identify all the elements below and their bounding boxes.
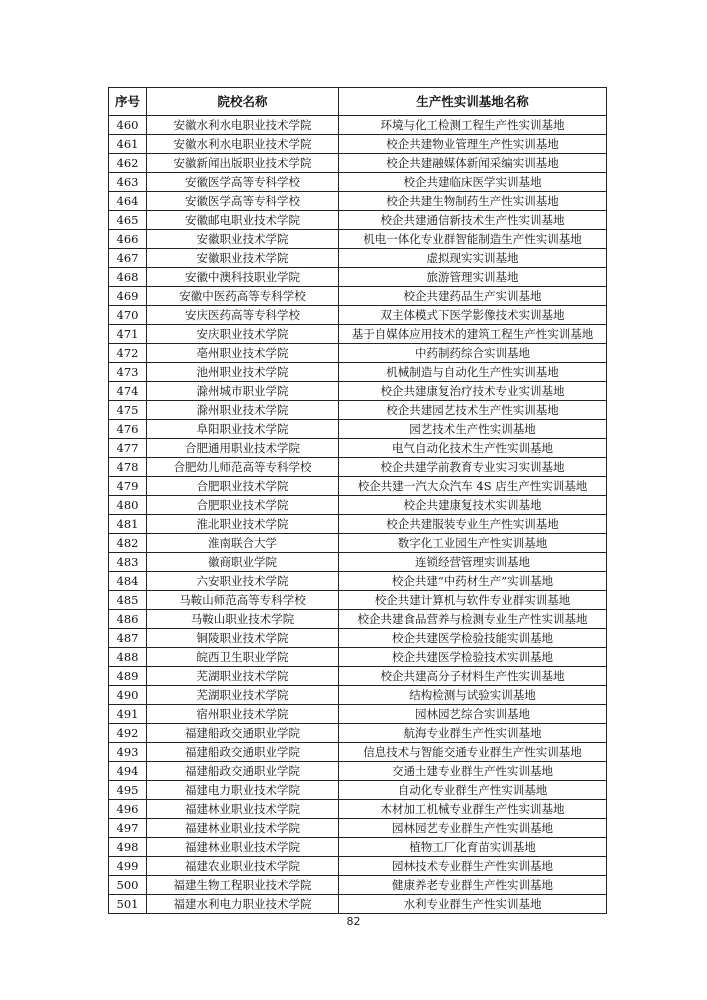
training-base-name-cell: 基于自媒体应用技术的建筑工程生产性实训基地 bbox=[339, 325, 607, 344]
table-row bbox=[109, 534, 607, 553]
school-name-cell: 福建船政交通职业学院 bbox=[147, 762, 339, 781]
row-number-cell: 495 bbox=[109, 781, 147, 800]
training-base-name-cell: 旅游管理实训基地 bbox=[339, 268, 607, 287]
training-base-name-cell: 校企共建通信新技术生产性实训基地 bbox=[339, 211, 607, 230]
training-base-name-cell: 结构检测与试验实训基地 bbox=[339, 686, 607, 705]
school-name-cell: 福建水利电力职业技术学院 bbox=[147, 895, 339, 914]
school-name-cell: 福建船政交通职业学院 bbox=[147, 743, 339, 762]
table-row bbox=[109, 458, 607, 477]
row-number-cell: 494 bbox=[109, 762, 147, 781]
school-name-cell: 安徽医学高等专科学校 bbox=[147, 192, 339, 211]
table-row bbox=[109, 401, 607, 420]
school-name-cell: 安徽职业技术学院 bbox=[147, 230, 339, 249]
training-base-name-cell: 机电一体化专业群智能制造生产性实训基地 bbox=[339, 230, 607, 249]
school-name-cell: 合肥幼儿师范高等专科学校 bbox=[147, 458, 339, 477]
row-number-cell: 460 bbox=[109, 116, 147, 135]
school-name-cell: 皖西卫生职业学院 bbox=[147, 648, 339, 667]
training-base-name-cell: 环境与化工检测工程生产性实训基地 bbox=[339, 116, 607, 135]
row-number-cell: 472 bbox=[109, 344, 147, 363]
training-base-name-cell: 机械制造与自动化生产性实训基地 bbox=[339, 363, 607, 382]
table-row bbox=[109, 249, 607, 268]
training-base-name-cell: 电气自动化技术生产性实训基地 bbox=[339, 439, 607, 458]
school-name-cell: 安庆职业技术学院 bbox=[147, 325, 339, 344]
table-row bbox=[109, 819, 607, 838]
row-number-cell: 486 bbox=[109, 610, 147, 629]
row-number-cell: 479 bbox=[109, 477, 147, 496]
school-name-cell: 福建生物工程职业技术学院 bbox=[147, 876, 339, 895]
row-number-cell: 474 bbox=[109, 382, 147, 401]
school-name-cell: 池州职业技术学院 bbox=[147, 363, 339, 382]
table-row bbox=[109, 629, 607, 648]
training-base-name-cell: 校企共建学前教育专业实习实训基地 bbox=[339, 458, 607, 477]
table-row bbox=[109, 838, 607, 857]
school-name-cell: 安徽新闻出版职业技术学院 bbox=[147, 154, 339, 173]
table-row bbox=[109, 382, 607, 401]
training-base-name-cell: 园林园艺专业群生产性实训基地 bbox=[339, 819, 607, 838]
row-number-cell: 498 bbox=[109, 838, 147, 857]
table-row bbox=[109, 515, 607, 534]
table-row bbox=[109, 895, 607, 914]
training-base-table bbox=[108, 87, 607, 914]
training-base-name-cell: 校企共建医学检验技能实训基地 bbox=[339, 629, 607, 648]
school-name-cell: 合肥职业技术学院 bbox=[147, 496, 339, 515]
school-name-cell: 安徽水利水电职业技术学院 bbox=[147, 135, 339, 154]
school-name-cell: 滁州城市职业学院 bbox=[147, 382, 339, 401]
row-number-cell: 478 bbox=[109, 458, 147, 477]
row-number-cell: 481 bbox=[109, 515, 147, 534]
table-row bbox=[109, 268, 607, 287]
school-name-cell: 芜湖职业技术学院 bbox=[147, 667, 339, 686]
table-row bbox=[109, 591, 607, 610]
training-base-name-cell: 连锁经营管理实训基地 bbox=[339, 553, 607, 572]
row-number-cell: 501 bbox=[109, 895, 147, 914]
table-row bbox=[109, 553, 607, 572]
table-header-row bbox=[109, 88, 607, 116]
row-number-cell: 488 bbox=[109, 648, 147, 667]
row-number-cell: 499 bbox=[109, 857, 147, 876]
table-body bbox=[109, 116, 607, 914]
row-number-cell: 484 bbox=[109, 572, 147, 591]
table-row bbox=[109, 116, 607, 135]
school-name-cell: 淮南联合大学 bbox=[147, 534, 339, 553]
training-base-name-cell: 虚拟现实实训基地 bbox=[339, 249, 607, 268]
school-name-cell: 福建林业职业技术学院 bbox=[147, 800, 339, 819]
table-row bbox=[109, 154, 607, 173]
table-row bbox=[109, 496, 607, 515]
school-name-cell: 铜陵职业技术学院 bbox=[147, 629, 339, 648]
school-name-cell: 安徽医学高等专科学校 bbox=[147, 173, 339, 192]
row-number-cell: 468 bbox=[109, 268, 147, 287]
school-name-cell: 安徽职业技术学院 bbox=[147, 249, 339, 268]
row-number-cell: 490 bbox=[109, 686, 147, 705]
training-base-name-cell: 校企共建物业管理生产性实训基地 bbox=[339, 135, 607, 154]
training-base-name-cell: 园艺技术生产性实训基地 bbox=[339, 420, 607, 439]
school-name-cell: 宿州职业技术学院 bbox=[147, 705, 339, 724]
row-number-cell: 500 bbox=[109, 876, 147, 895]
training-base-name-cell: 健康养老专业群生产性实训基地 bbox=[339, 876, 607, 895]
training-base-name-cell: 中药制药综合实训基地 bbox=[339, 344, 607, 363]
row-number-cell: 483 bbox=[109, 553, 147, 572]
table-row bbox=[109, 477, 607, 496]
table-row bbox=[109, 344, 607, 363]
table-row bbox=[109, 306, 607, 325]
row-number-cell: 497 bbox=[109, 819, 147, 838]
school-name-cell: 福建电力职业技术学院 bbox=[147, 781, 339, 800]
row-number-cell: 463 bbox=[109, 173, 147, 192]
training-base-name-cell: 自动化专业群生产性实训基地 bbox=[339, 781, 607, 800]
row-number-cell: 469 bbox=[109, 287, 147, 306]
table-row bbox=[109, 572, 607, 591]
training-base-name-cell: 校企共建融媒体新闻采编实训基地 bbox=[339, 154, 607, 173]
row-number-cell: 496 bbox=[109, 800, 147, 819]
row-number-cell: 475 bbox=[109, 401, 147, 420]
training-base-name-cell: 数字化工业园生产性实训基地 bbox=[339, 534, 607, 553]
school-name-cell: 亳州职业技术学院 bbox=[147, 344, 339, 363]
training-base-name-cell: 校企共建临床医学实训基地 bbox=[339, 173, 607, 192]
training-base-name-cell: 园林园艺综合实训基地 bbox=[339, 705, 607, 724]
training-base-name-cell: 校企共建医学检验技术实训基地 bbox=[339, 648, 607, 667]
training-base-name-cell: 校企共建药品生产实训基地 bbox=[339, 287, 607, 306]
header-school: 院校名称 bbox=[147, 88, 339, 116]
school-name-cell: 安徽水利水电职业技术学院 bbox=[147, 116, 339, 135]
training-base-name-cell: 植物工厂化育苗实训基地 bbox=[339, 838, 607, 857]
table-row bbox=[109, 211, 607, 230]
table-row bbox=[109, 762, 607, 781]
row-number-cell: 489 bbox=[109, 667, 147, 686]
row-number-cell: 473 bbox=[109, 363, 147, 382]
school-name-cell: 安徽中澳科技职业学院 bbox=[147, 268, 339, 287]
training-base-name-cell: 航海专业群生产性实训基地 bbox=[339, 724, 607, 743]
school-name-cell: 合肥通用职业技术学院 bbox=[147, 439, 339, 458]
table-row bbox=[109, 287, 607, 306]
school-name-cell: 安庆医药高等专科学校 bbox=[147, 306, 339, 325]
training-base-name-cell: 校企共建服装专业生产性实训基地 bbox=[339, 515, 607, 534]
training-base-name-cell: 校企共建园艺技术生产性实训基地 bbox=[339, 401, 607, 420]
table-row bbox=[109, 173, 607, 192]
table-row bbox=[109, 724, 607, 743]
table-row bbox=[109, 686, 607, 705]
training-base-name-cell: 校企共建一汽大众汽车 4S 店生产性实训基地 bbox=[339, 477, 607, 496]
table-row bbox=[109, 135, 607, 154]
training-base-name-cell: 校企共建康复治疗技术专业实训基地 bbox=[339, 382, 607, 401]
row-number-cell: 493 bbox=[109, 743, 147, 762]
row-number-cell: 470 bbox=[109, 306, 147, 325]
row-number-cell: 466 bbox=[109, 230, 147, 249]
training-base-name-cell: 校企共建食品营养与检测专业生产性实训基地 bbox=[339, 610, 607, 629]
training-base-name-cell: 园林技术专业群生产性实训基地 bbox=[339, 857, 607, 876]
training-base-name-cell: 校企共建计算机与软件专业群实训基地 bbox=[339, 591, 607, 610]
table-row bbox=[109, 610, 607, 629]
training-base-name-cell: 校企共建高分子材料生产性实训基地 bbox=[339, 667, 607, 686]
table-row bbox=[109, 781, 607, 800]
table-row bbox=[109, 705, 607, 724]
row-number-cell: 462 bbox=[109, 154, 147, 173]
row-number-cell: 482 bbox=[109, 534, 147, 553]
school-name-cell: 徽商职业学院 bbox=[147, 553, 339, 572]
training-base-name-cell: 校企共建生物制药生产性实训基地 bbox=[339, 192, 607, 211]
row-number-cell: 467 bbox=[109, 249, 147, 268]
table-row bbox=[109, 648, 607, 667]
training-base-name-cell: 木材加工机械专业群生产性实训基地 bbox=[339, 800, 607, 819]
school-name-cell: 马鞍山师范高等专科学校 bbox=[147, 591, 339, 610]
table-row bbox=[109, 230, 607, 249]
row-number-cell: 485 bbox=[109, 591, 147, 610]
table-row bbox=[109, 420, 607, 439]
row-number-cell: 487 bbox=[109, 629, 147, 648]
row-number-cell: 465 bbox=[109, 211, 147, 230]
row-number-cell: 477 bbox=[109, 439, 147, 458]
table-row bbox=[109, 439, 607, 458]
table-row bbox=[109, 325, 607, 344]
row-number-cell: 461 bbox=[109, 135, 147, 154]
header-base: 生产性实训基地名称 bbox=[339, 88, 607, 116]
school-name-cell: 合肥职业技术学院 bbox=[147, 477, 339, 496]
school-name-cell: 福建林业职业技术学院 bbox=[147, 819, 339, 838]
row-number-cell: 464 bbox=[109, 192, 147, 211]
row-number-cell: 476 bbox=[109, 420, 147, 439]
header-num: 序号 bbox=[109, 88, 147, 116]
row-number-cell: 480 bbox=[109, 496, 147, 515]
table-row bbox=[109, 363, 607, 382]
training-base-name-cell: 校企共建康复技术实训基地 bbox=[339, 496, 607, 515]
school-name-cell: 马鞍山职业技术学院 bbox=[147, 610, 339, 629]
row-number-cell: 491 bbox=[109, 705, 147, 724]
school-name-cell: 安徽中医药高等专科学校 bbox=[147, 287, 339, 306]
table-row bbox=[109, 876, 607, 895]
school-name-cell: 六安职业技术学院 bbox=[147, 572, 339, 591]
training-base-name-cell: 交通土建专业群生产性实训基地 bbox=[339, 762, 607, 781]
page-number: 82 bbox=[346, 915, 361, 928]
school-name-cell: 福建船政交通职业学院 bbox=[147, 724, 339, 743]
school-name-cell: 阜阳职业技术学院 bbox=[147, 420, 339, 439]
school-name-cell: 安徽邮电职业技术学院 bbox=[147, 211, 339, 230]
school-name-cell: 滁州职业技术学院 bbox=[147, 401, 339, 420]
table-row bbox=[109, 743, 607, 762]
training-base-name-cell: 信息技术与智能交通专业群生产性实训基地 bbox=[339, 743, 607, 762]
school-name-cell: 淮北职业技术学院 bbox=[147, 515, 339, 534]
table-row bbox=[109, 800, 607, 819]
table-row bbox=[109, 857, 607, 876]
table-row bbox=[109, 667, 607, 686]
school-name-cell: 芜湖职业技术学院 bbox=[147, 686, 339, 705]
table-row bbox=[109, 192, 607, 211]
training-base-name-cell: 水利专业群生产性实训基地 bbox=[339, 895, 607, 914]
row-number-cell: 471 bbox=[109, 325, 147, 344]
school-name-cell: 福建农业职业技术学院 bbox=[147, 857, 339, 876]
school-name-cell: 福建林业职业技术学院 bbox=[147, 838, 339, 857]
training-base-name-cell: 双主体模式下医学影像技术实训基地 bbox=[339, 306, 607, 325]
row-number-cell: 492 bbox=[109, 724, 147, 743]
training-base-name-cell: 校企共建“中药材生产”实训基地 bbox=[339, 572, 607, 591]
